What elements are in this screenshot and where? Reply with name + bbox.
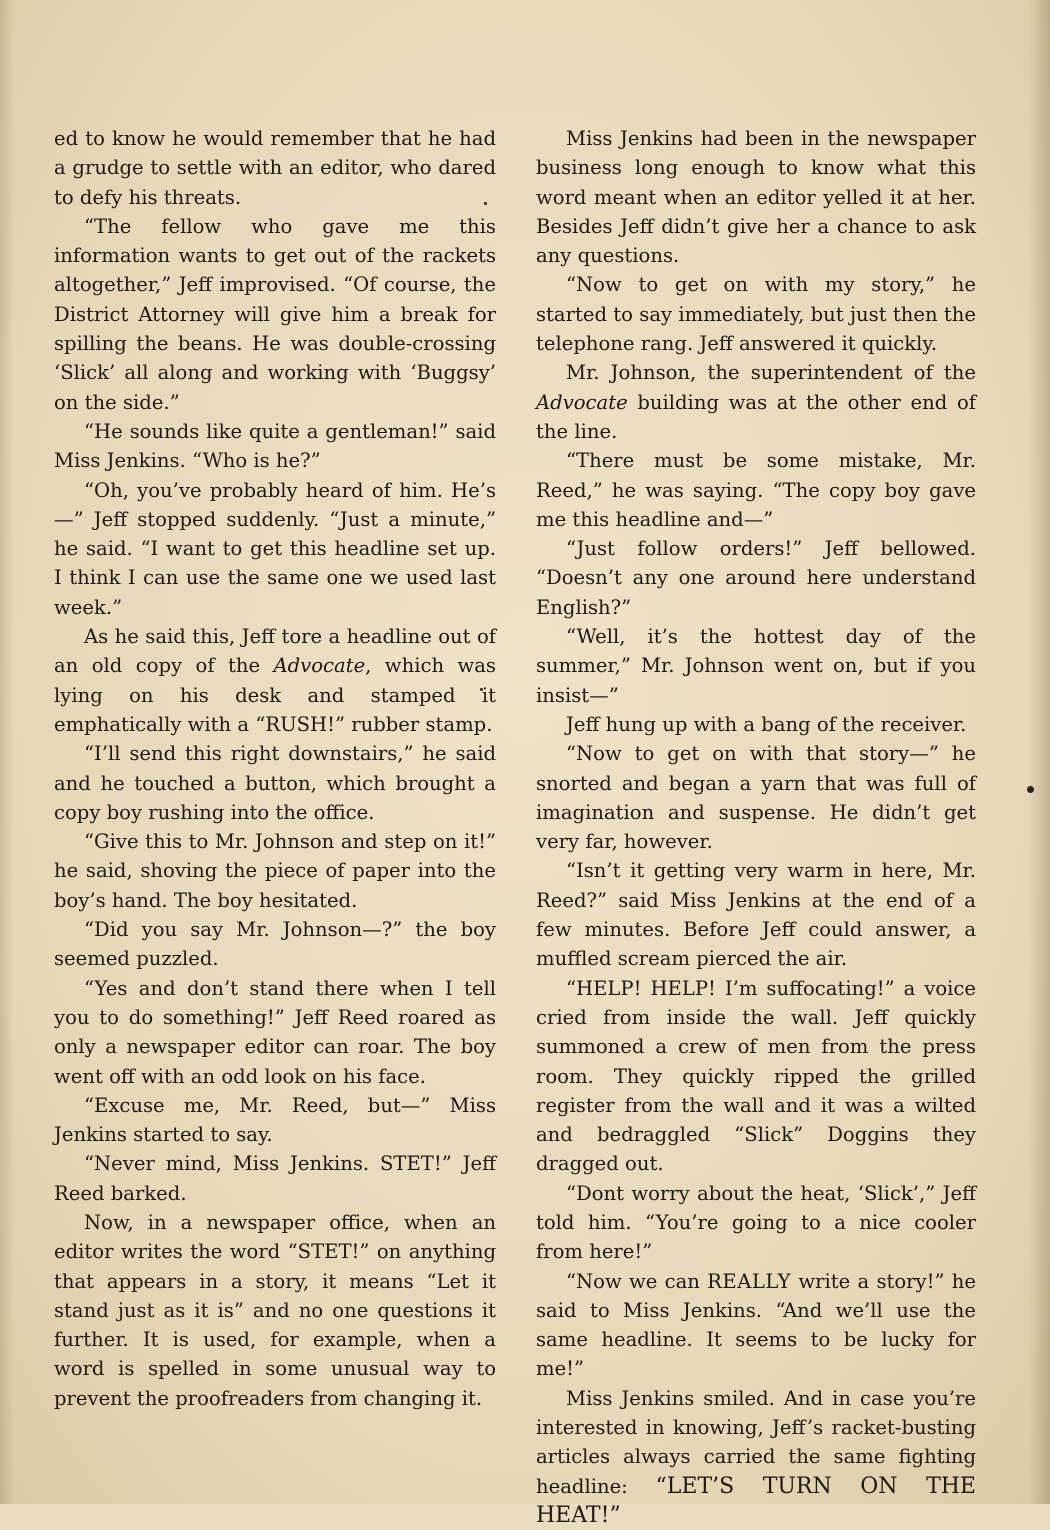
text-run: building was at the other end of the line. [536, 390, 976, 443]
paragraph: ed to know he would remember that he had a grudge to settle with an editor, who dared to defy his threats. [54, 127, 496, 209]
paragraph: “Isn’t it getting very warm in here, Mr. Reed?” said Miss Jenkins at the end of a few minutes. Before Jeff could answer, a muffled scream pierced the air. [536, 859, 976, 971]
paragraph: “Just follow orders!” Jeff bellowed. “Doesn’t any one around here understand English?” [536, 537, 976, 619]
paragraph: “He sounds like quite a gentleman!” said Miss Jenkins. “Who is he?” [54, 419, 496, 473]
paragraph: Jeff hung up with a bang of the receiver. [566, 712, 967, 736]
right-column [536, 124, 976, 1530]
paragraph: “Now to get on with that story—” he snorted and began a yarn that was full of imagination and suspense. He didn’t get very far, however. [536, 742, 976, 854]
text-run: write a story!” he said to Miss Jenkins. “And we’ll use the same headline. It seems to be lucky for me!” [536, 1269, 976, 1381]
text-run: “Now we can [566, 1269, 708, 1293]
paragraph: “The fellow who gave me this information wants to get out of the rackets altogether,” Jeff improvised. “Of course, the District Attorney will give him a break for spilling the beans. He was double-crossing ‘Slick’ all along and working with ‘Buggsy’ on the side.” [54, 214, 496, 414]
newspaper-name: Advocate [273, 654, 366, 678]
paragraph [536, 358, 976, 446]
text-run: As he said this, Jeff tore a headline out of an old copy of the [54, 625, 496, 678]
story-headline: “LET’S TURN ON THE HEAT!” [536, 1473, 976, 1528]
paragraph: “Dont worry about the heat, ‘Slick’,” Jeff told him. “You’re going to a nice cooler from here!” [536, 1181, 976, 1264]
paragraph: Miss Jenkins had been in the newspaper business long enough to know what this word meant when an editor yelled it at her. Besides Jeff didn’t give her a chance to ask any questions. [536, 127, 976, 268]
page-edge-right [1028, 0, 1050, 1504]
paragraph: “Excuse me, Mr. Reed, but—” Miss Jenkins started to say. [54, 1093, 496, 1147]
paragraph: Now, in a newspaper office, when an editor writes the word “STET!” on anything that appears in a story, it means “Let it stand just as it is” and no one questions it further. It is used, for example, when a word is spelled in some unusual way to prevent the proofreaders from changing it. [54, 1210, 496, 1410]
paragraph: “Now to get on with my story,” he started to say immediately, but just then the telephone rang. Jeff answered it quickly. [536, 273, 976, 356]
paragraph [54, 622, 496, 739]
paragraph [536, 1384, 976, 1530]
paragraph: “Well, it’s the hottest day of the summer,” Mr. Johnson went on, but if you insist—” [536, 625, 976, 707]
paragraph: “There must be some mistake, Mr. Reed,” he was saying. “The copy boy gave me this headline and—” [536, 449, 976, 531]
text-run: , which was lying on his desk and stamped it emphatically with a “RUSH!” rubber stamp. [54, 654, 496, 736]
emphasis-caps: REALLY [707, 1269, 792, 1293]
newspaper-name: Advocate [536, 390, 628, 414]
paragraph: “I’ll send this right downstairs,” he said and he touched a button, which brought a copy boy rushing into the office. [54, 742, 496, 824]
paragraph: “Yes and don’t stand there when I tell you to do something!” Jeff Reed roared as only a newspaper editor can roar. The boy went off with an odd look on his face. [54, 976, 496, 1088]
paragraph: “Did you say Mr. Johnson—?” the boy seemed puzzled. [54, 918, 496, 971]
text-run: Mr. Johnson, the superintendent of the [566, 361, 976, 385]
paragraph [536, 1267, 976, 1384]
text-run: Miss Jenkins smiled. And in case you’re interested in knowing, Jeff’s racket-busting articles always carried the same fighting headline: [536, 1386, 976, 1498]
paragraph: “HELP! HELP! I’m suffocating!” a voice cried from inside the wall. Jeff quickly summoned a crew of men from the press room. They quickly ripped the grilled register from the wall and it was a wilted and bedraggled “Slick” Doggins they dragged out. [536, 976, 976, 1176]
left-column [54, 124, 496, 1413]
paragraph: “Oh, you’ve probably heard of him. He’s—” Jeff stopped suddenly. “Just a minute,” he said. “I want to get this headline set up. I think I can use the same one we used last week.” [54, 478, 496, 619]
paragraph: “Never mind, Miss Jenkins. STET!” Jeff Reed barked. [54, 1152, 496, 1205]
ink-speck [1027, 786, 1034, 793]
paragraph: “Give this to Mr. Johnson and step on it!” he said, shoving the piece of paper into the boy’s hand. The boy hesitated. [54, 830, 496, 912]
page-edge-left [0, 0, 14, 1504]
